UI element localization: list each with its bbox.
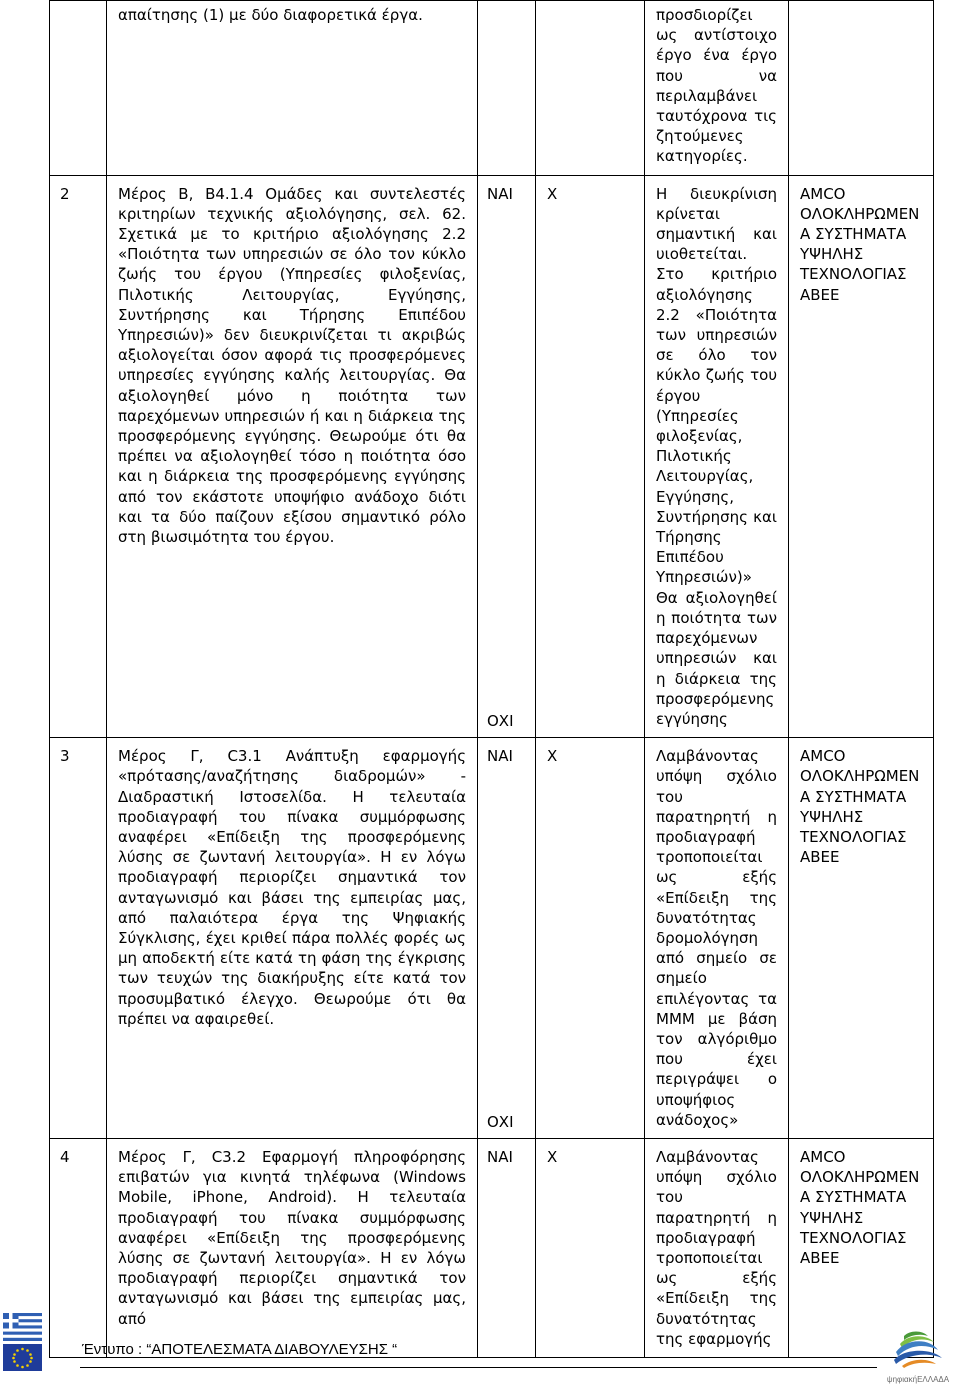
comment-text: απαίτησης (1) με δύο διαφορετικά έργα. [118, 6, 423, 24]
no-label: ΟΧΙ [487, 1112, 514, 1131]
x-mark: Χ [547, 184, 558, 203]
table-row [50, 1, 934, 176]
yes-no-cell [478, 175, 536, 737]
organization-cell [789, 738, 934, 1139]
table-row [50, 1138, 934, 1357]
consultation-results-table [49, 0, 934, 1358]
mark-cell [536, 738, 645, 1139]
no-label: ΟΧΙ [487, 711, 514, 730]
mark-cell [536, 1, 645, 176]
organization-cell [789, 1138, 934, 1357]
greece-eu-flag-icon [3, 1313, 42, 1371]
row-number-cell: 3 [50, 738, 107, 1139]
digital-greece-logo-icon [878, 1328, 958, 1386]
organization-cell [789, 175, 934, 737]
x-mark: Χ [547, 747, 558, 766]
yes-no-cell [478, 1, 536, 176]
organization-name: AMCO ΟΛΟΚΛΗΡΩΜΕΝ Α ΣΥΣΤΗΜΑΤΑ ΥΨΗΛΗΣ ΤΕΧΝΟΛΟΓΙΑΣ ΑΒΕΕ [800, 1147, 920, 1267]
comment-cell [107, 1, 478, 176]
mark-cell [536, 175, 645, 737]
answer-cell [645, 738, 789, 1139]
yes-no-cell [478, 1138, 536, 1357]
answer-text: Λαμβάνοντας υπόψη σχόλιο του παρατηρητή η προδιαγραφή τροποποιείται ως εξής «Επίδειξη της δυνατότητας δρομολόγηση από σημείο σε σημείο επιλέγοντας τα ΜΜΜ με βάση τον αλγόριθμο που έχει περιγράψει ο υποψήφιος ανάδοχος» [656, 747, 777, 1129]
comment-cell [107, 738, 478, 1139]
organization-name: AMCO ΟΛΟΚΛΗΡΩΜΕΝ Α ΣΥΣΤΗΜΑΤΑ ΥΨΗΛΗΣ ΤΕΧΝΟΛΟΓΙΑΣ ΑΒΕΕ [800, 747, 920, 867]
yes-label: ΝΑΙ [487, 747, 513, 766]
organization-cell [789, 1, 934, 176]
comment-text: Μέρος Β, Β4.1.4 Ομάδες και συντελεστές κριτηρίων τεχνικής αξιολόγησης, σελ. 62. Σχετικά με το κριτήριο αξιολόγησης 2.2 «Ποιότητα των υπηρεσιών σε όλο τον κύκλο ζωής του έργου (Υπηρεσίες φιλοξενίας, Πιλοτικής Λειτουργίας, Εγγύησης, Συντήρησης και Τήρησης Επιπέδου Υπηρεσιών)» δεν διευκρινίζεται τι ακριβώς αξιολογείται όσον αφορά τις προσφερόμενες υπηρεσίες εγγύησης καλής λειτουργίας. Θα αξιολογηθεί μόνο η ποιότητα των παρεχόμενων υπηρεσιών ή και η διάρκεια της προσφερόμενης εγγύησης. Θεωρούμε ότι θα πρέπει να αξιολογηθεί τόσο η ποιότητα όσο και η διάρκεια της προσφερόμενης εγγύησης από τον εκάστοτε υποψήφιο ανάδοχο διότι και τα δύο παίζουν εξίσου σημαντικό ρόλο στη βιωσιμότητα του έργου. [118, 184, 466, 547]
answer-text: Λαμβάνοντας υπόψη σχόλιο του παρατηρητή η προδιαγραφή τροποποιείται ως εξής «Επίδειξη της δυνατότητας της εφαρμογής [656, 1147, 777, 1348]
row-number-cell: 4 [50, 1138, 107, 1357]
comment-text: Μέρος Γ, C3.2 Εφαρμογή πληροφόρησης επιβατών για κινητά τηλέφωνα (Windows Mobile, iPhone, Android). Η τελευταία προδιαγραφή του πίνακα συμμόρφωσης αναφέρει «Επίδειξη της προσφερόμενης λύσης σε ζωντανή λειτουργία». Η εν λόγω προδιαγραφή περιορίζει σημαντικά τον ανταγωνισμό και βάσει της εμπειρίας μας, από [118, 1147, 466, 1328]
logo-text: ψηφιακήΕΛΛΑΔΑ [886, 1375, 950, 1384]
x-mark: Χ [547, 1147, 558, 1166]
answer-cell [645, 1138, 789, 1357]
footer-form-title: Έντυπο : “ΑΠΟΤΕΛΕΣΜΑΤΑ ΔΙΑΒΟΥΛΕΥΣΗΣ “ [82, 1341, 398, 1358]
yes-label: ΝΑΙ [487, 1147, 513, 1166]
footer-divider [80, 1367, 877, 1368]
answer-text: Η διευκρίνιση κρίνεται σημαντική και υιοθετείται. Στο κριτήριο αξιολόγησης 2.2 «Ποιότητα των υπηρεσιών σε όλο τον κύκλο ζωής του έργου (Υπηρεσίες φιλοξενίας, Πιλοτικής Λειτουργίας, Εγγύησης, Συντήρησης και Τήρησης Επιπέδου Υπηρεσιών)» Θα αξιολογηθεί η ποιότητα των παρεχόμενων υπηρεσιών και η διάρκεια της προσφερόμενης εγγύησης [656, 184, 777, 728]
table-row [50, 738, 934, 1139]
answer-cell [645, 1, 789, 176]
row-number-cell [50, 1, 107, 176]
answer-text: προσδιορίζει ως αντίστοιχο έργο ένα έργο που να περιλαμβάνει ταυτόχρονα τις ζητούμενες κατηγορίες. [656, 6, 777, 166]
answer-cell [645, 175, 789, 737]
comment-cell [107, 1138, 478, 1357]
yes-no-cell [478, 738, 536, 1139]
comment-text: Μέρος Γ, C3.1 Ανάπτυξη εφαρμογής «πρότασης/αναζήτησης διαδρομών» - Διαδραστική Ιστοσελίδα. Η τελευταία προδιαγραφή του πίνακα συμμόρφωσης αναφέρει «Επίδειξη της προσφερόμενης λύσης σε ζωντανή λειτουργία». Η εν λόγω προδιαγραφή περιορίζει σημαντικά τον ανταγωνισμό και βάσει της εμπειρίας μας, από παλαιότερα έργα της Ψηφιακής Σύγκλισης, έχει κριθεί πάρα πολλές φορές ως μη αποδεκτή είτε κατά τη φάση της έγκρισης των τευχών της διακήρυξης είτε κατά τον προσυμβατικό έλεγχο. Θεωρούμε ότι θα πρέπει να αφαιρεθεί. [118, 747, 466, 1028]
table-row [50, 175, 934, 737]
mark-cell [536, 1138, 645, 1357]
organization-name: AMCO ΟΛΟΚΛΗΡΩΜΕΝ Α ΣΥΣΤΗΜΑΤΑ ΥΨΗΛΗΣ ΤΕΧΝΟΛΟΓΙΑΣ ΑΒΕΕ [800, 184, 920, 304]
row-number-cell: 2 [50, 175, 107, 737]
yes-label: ΝΑΙ [487, 184, 513, 203]
comment-cell [107, 175, 478, 737]
